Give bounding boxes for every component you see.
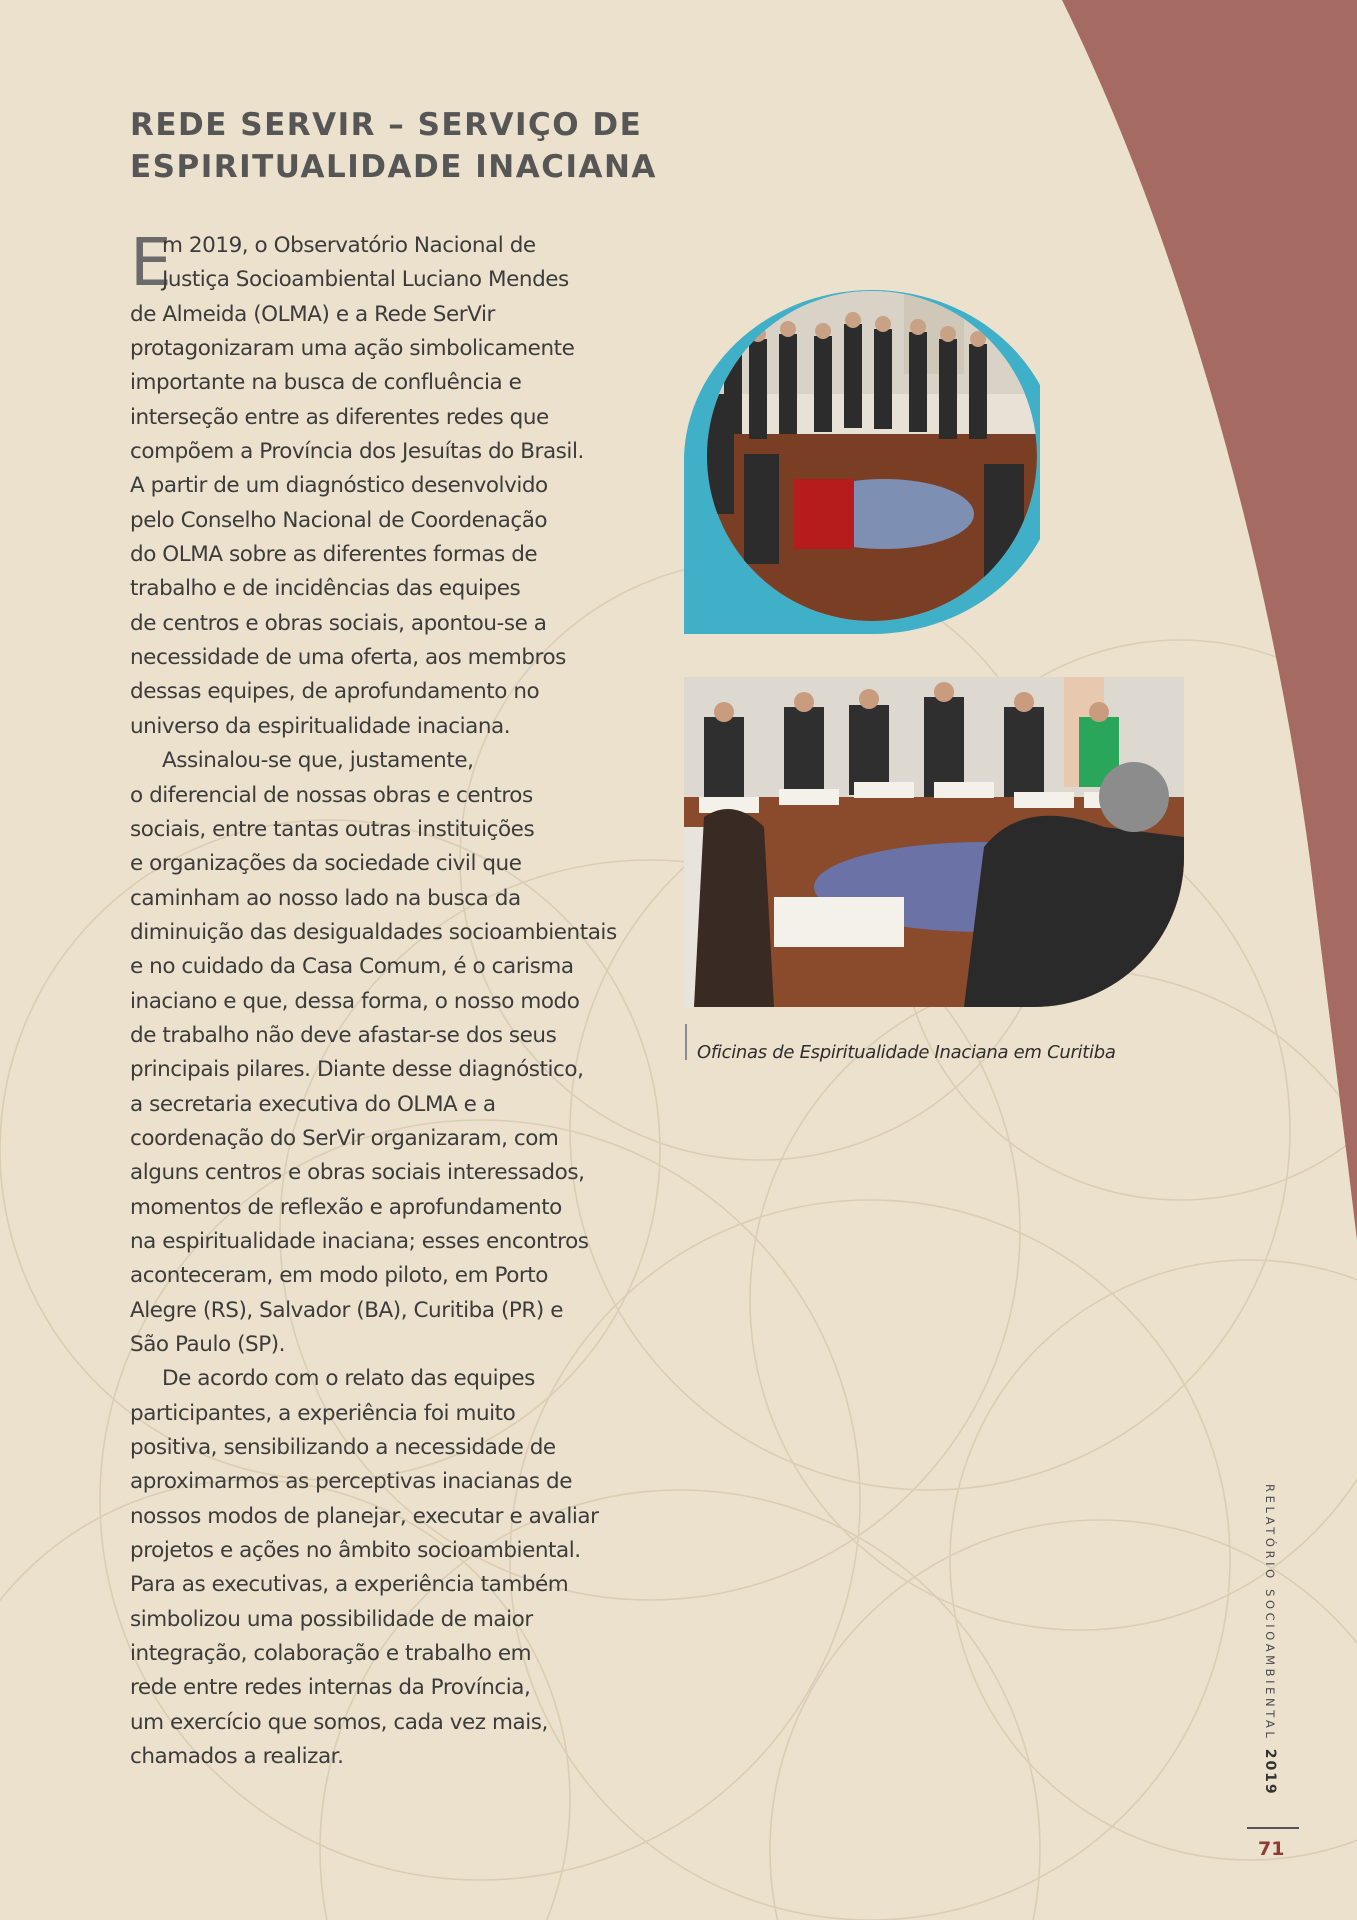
article-line: de Almeida (OLMA) e a Rede SerVir	[130, 301, 495, 327]
article-line: dessas equipes, de aprofundamento no	[130, 679, 540, 705]
article-line: o diferencial de nossas obras e centros	[130, 782, 533, 808]
article-line: a secretaria executiva do OLMA e a	[130, 1091, 496, 1117]
article-line: de trabalho não deve afastar-se dos seus	[130, 1022, 557, 1048]
circle-photo	[684, 284, 1040, 634]
running-footer	[1262, 1484, 1288, 1796]
article-line: pelo Conselho Nacional de Coordenação	[130, 507, 548, 533]
article-line: caminham ao nosso lado na busca da	[130, 885, 521, 911]
article-line: e organizações da sociedade civil que	[130, 851, 522, 877]
article-line: participantes, a experiência foi muito	[130, 1400, 516, 1426]
heading-line-2: ESPIRITUALIDADE INACIANA	[130, 149, 657, 185]
article-line: chamados a realizar.	[130, 1744, 344, 1770]
classroom-photo	[684, 677, 1184, 1007]
article-line: Para as executivas, a experiência também	[130, 1572, 569, 1598]
article-line: um exercício que somos, cada vez mais,	[130, 1709, 548, 1735]
photo-caption: Oficinas de Espiritualidade Inaciana em Curitiba	[697, 1042, 1116, 1063]
article-line: universo da espiritualidade inaciana.	[130, 713, 511, 739]
article-line: diminuição das desigualdades socioambientais	[130, 919, 617, 945]
article-line: Assinalou-se que, justamente,	[162, 748, 474, 774]
page-number: 71	[1258, 1838, 1285, 1860]
article-line: do OLMA sobre as diferentes formas de	[130, 542, 538, 568]
article-line: na espiritualidade inaciana; esses encontros	[130, 1228, 589, 1254]
publication-label	[1262, 1484, 1278, 1796]
article-line: aproximarmos as perceptivas inacianas de	[130, 1469, 573, 1495]
article-line: nossos modos de planejar, executar e avaliar	[130, 1503, 599, 1529]
article-line: interseção entre as diferentes redes que	[130, 404, 549, 430]
article-line: integração, colaboração e trabalho em	[130, 1641, 532, 1667]
article-line: Justiça Socioambiental Luciano Mendes	[162, 267, 569, 293]
article-line: A partir de um diagnóstico desenvolvido	[130, 473, 548, 499]
article-line: momentos de reflexão e aprofundamento	[130, 1194, 562, 1220]
article-line: simbolizou uma possibilidade de maior	[130, 1606, 533, 1632]
report-title: RELATÓRIO SOCIOAMBIENTAL	[1263, 1484, 1277, 1742]
report-year: 2019	[1262, 1748, 1278, 1796]
article-line: principais pilares. Diante desse diagnóstico,	[130, 1057, 584, 1083]
article-line: Alegre (RS), Salvador (BA), Curitiba (PR) e	[130, 1297, 563, 1323]
article-line: compõem a Província dos Jesuítas do Brasil.	[130, 439, 584, 465]
article-line: trabalho e de incidências das equipes	[130, 576, 521, 602]
heading-line-1: REDE SERVIR – SERVIÇO DE	[130, 107, 643, 143]
page-number-rule	[1247, 1827, 1299, 1829]
article-line: São Paulo (SP).	[130, 1332, 286, 1357]
drop-cap: E	[130, 224, 172, 301]
article-line: alguns centros e obras sociais interessados,	[130, 1160, 585, 1186]
article-line: m 2019, o Observatório Nacional de	[162, 233, 536, 258]
article-body	[130, 224, 650, 1774]
article-line: e no cuidado da Casa Comum, é o carisma	[130, 954, 574, 980]
article-line: de centros e obras sociais, apontou-se a	[130, 610, 547, 636]
caption-rule	[685, 1024, 687, 1060]
section-heading	[130, 104, 690, 188]
article-line: projetos e ações no âmbito socioambiental.	[130, 1538, 581, 1564]
article-line: protagonizaram uma ação simbolicamente	[130, 336, 575, 362]
article-line: sociais, entre tantas outras instituições	[130, 816, 535, 842]
article-line: coordenação do SerVir organizaram, com	[130, 1125, 559, 1151]
article-line: inaciano e que, dessa forma, o nosso modo	[130, 988, 580, 1014]
article-line: De acordo com o relato das equipes	[162, 1366, 535, 1392]
article-line: aconteceram, em modo piloto, em Porto	[130, 1263, 548, 1289]
article-line: necessidade de uma oferta, aos membros	[130, 645, 566, 671]
article-line: rede entre redes internas da Província,	[130, 1675, 531, 1701]
article-line: importante na busca de confluência e	[130, 370, 522, 396]
article-line: positiva, sensibilizando a necessidade de	[130, 1435, 556, 1461]
